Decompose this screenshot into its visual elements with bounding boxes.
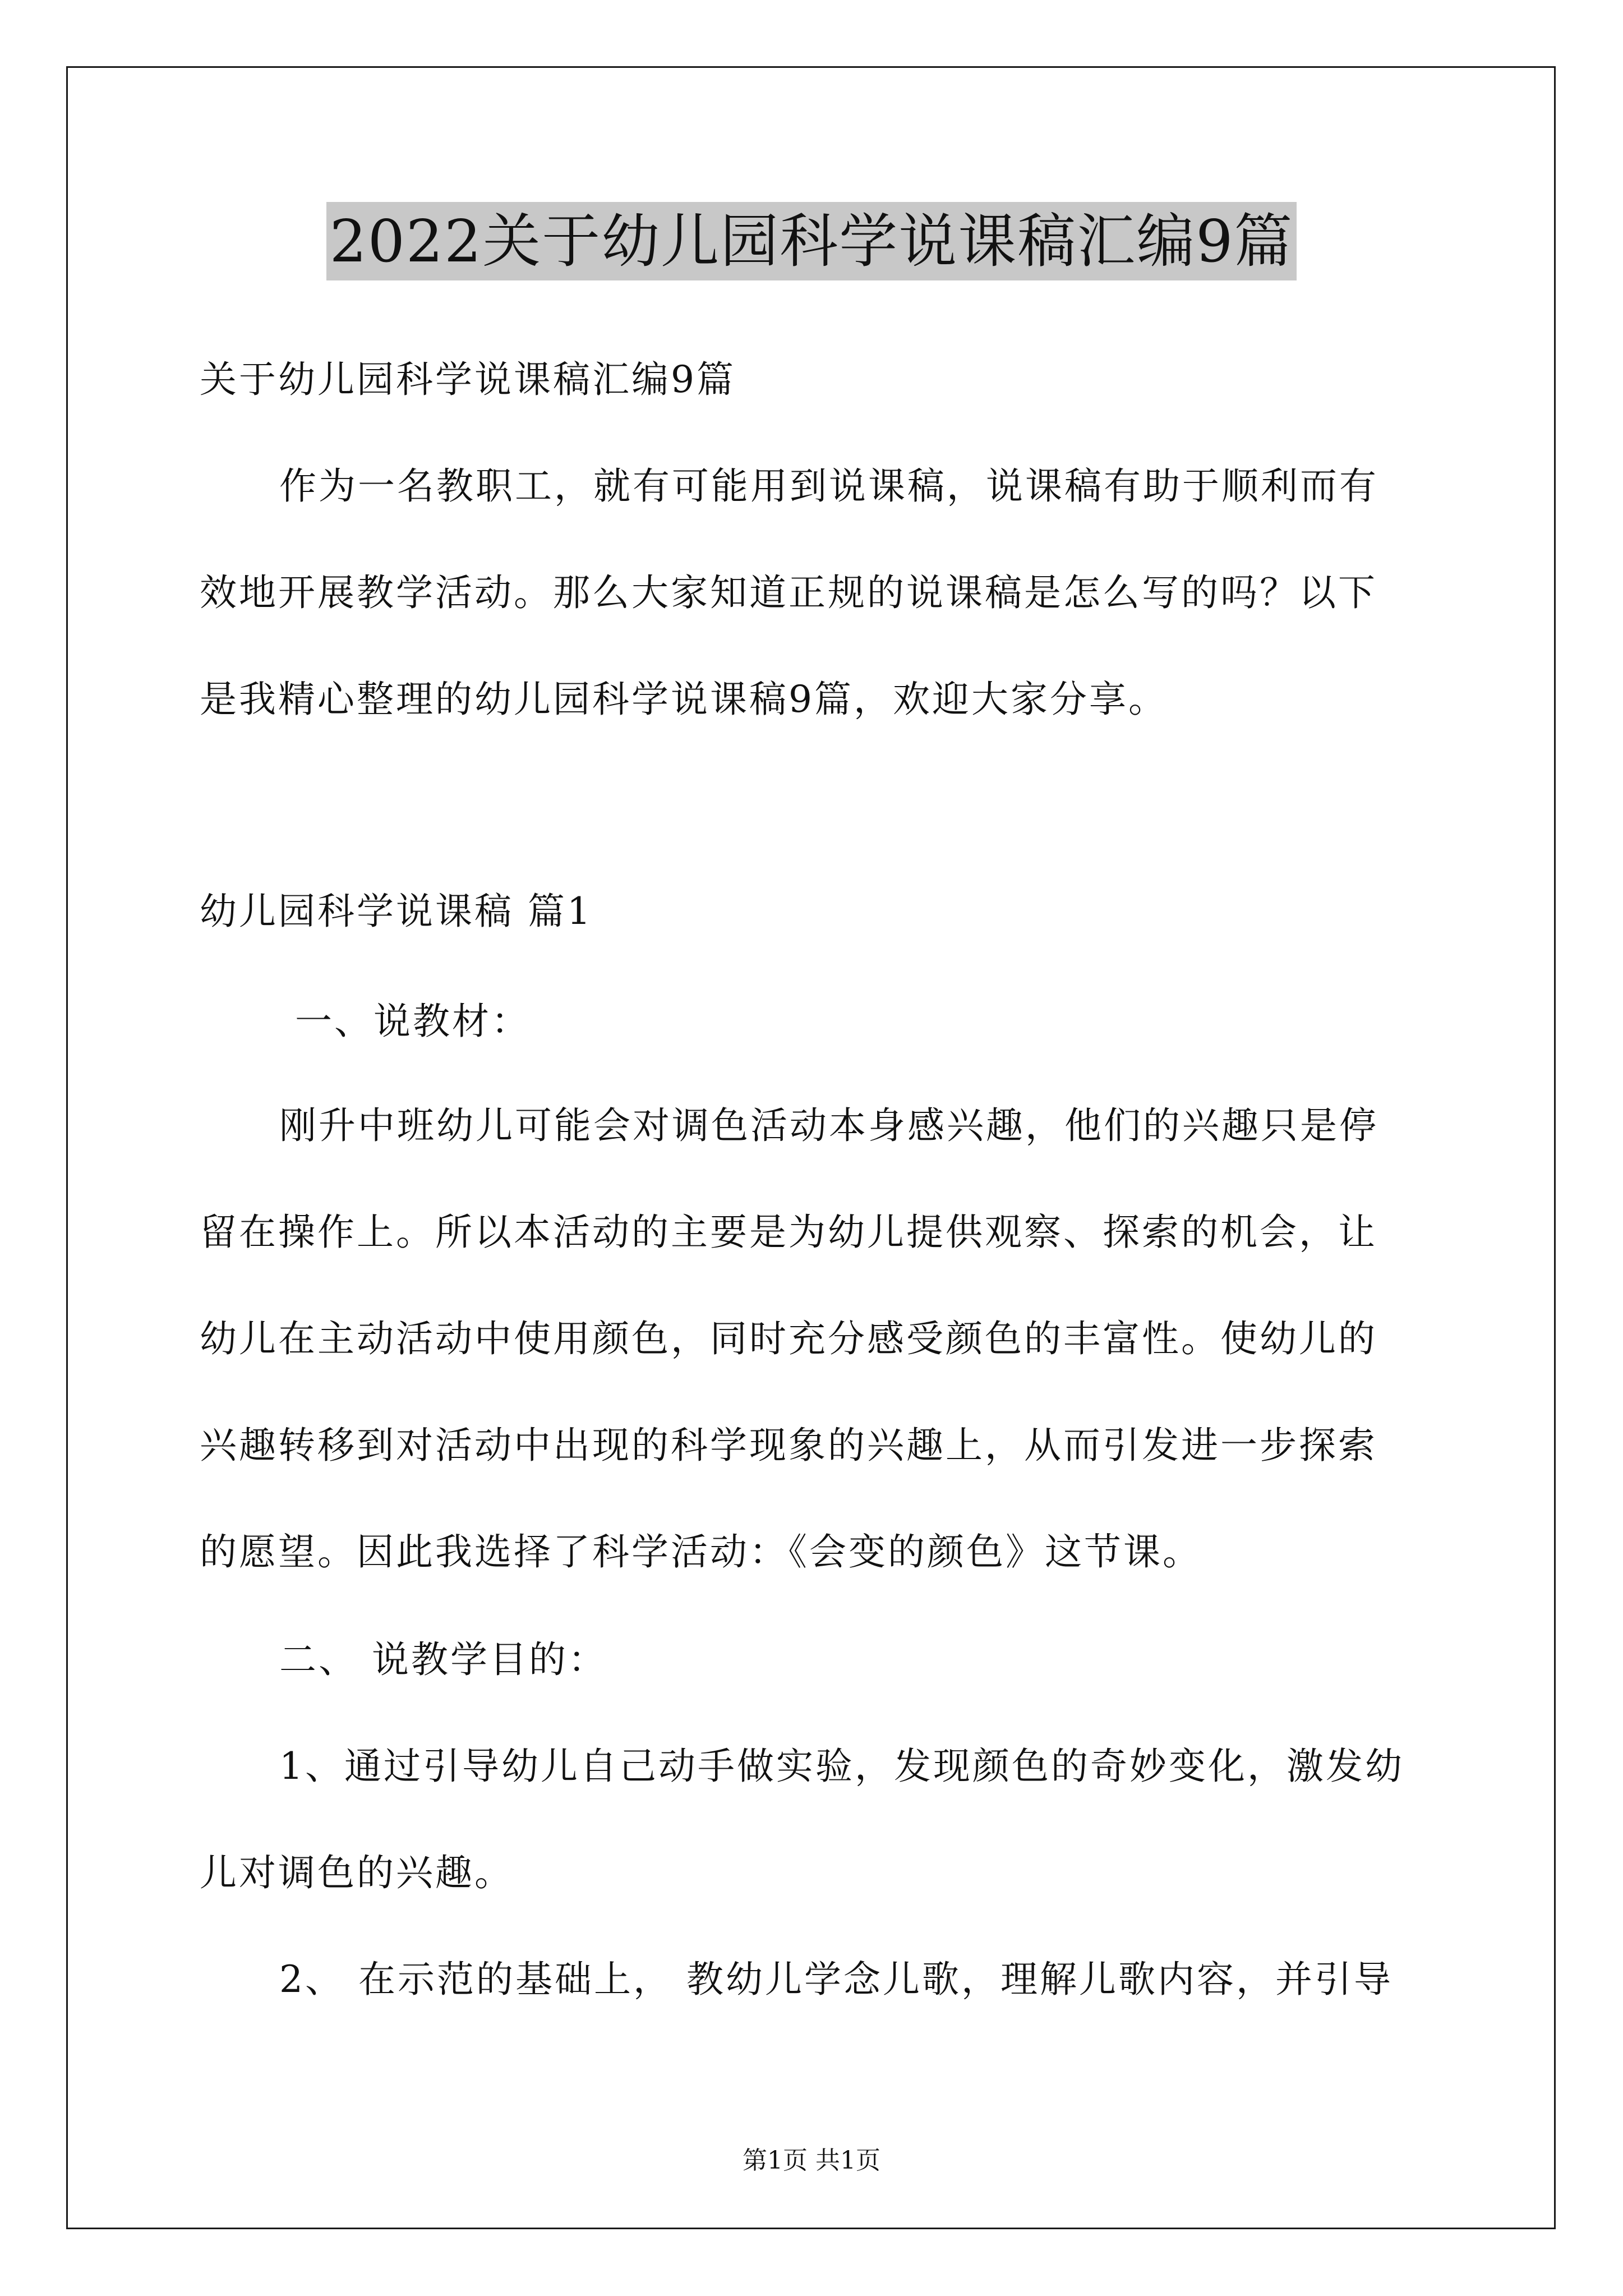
part1-body-line-1: 刚升中班幼儿可能会对调色活动本身感兴趣，他们的兴趣只是停 bbox=[279, 1104, 1378, 1147]
goal1-line-1: 1、通过引导幼儿自己动手做实验，发现颜色的奇妙变化，激发幼 bbox=[279, 1745, 1404, 1788]
part1-body-line-5: 的愿望。因此我选择了科学活动：《会变的颜色》这节课。 bbox=[200, 1530, 1202, 1573]
intro-line-3: 是我精心整理的幼儿园科学说课稿9篇，欢迎大家分享。 bbox=[200, 678, 1168, 721]
document-subtitle: 关于幼儿园科学说课稿汇编9篇 bbox=[200, 358, 736, 401]
page-number-footer: 第1页 共1页 bbox=[743, 2146, 880, 2175]
part1-heading: 一、说教材： bbox=[295, 1000, 531, 1043]
intro-line-2: 效地开展教学活动。那么大家知道正规的说课稿是怎么写的吗？以下 bbox=[200, 571, 1377, 614]
part1-body-line-2: 留在操作上。所以本活动的主要是为幼儿提供观察、探索的机会，让 bbox=[200, 1211, 1377, 1254]
goal2-line-1: 2、 在示范的基础上， 教幼儿学念儿歌，理解儿歌内容，并引导 bbox=[279, 1958, 1393, 2001]
goal1-line-2: 儿对调色的兴趣。 bbox=[200, 1851, 514, 1894]
intro-line-1: 作为一名教职工，就有可能用到说课稿，说课稿有助于顺利而有 bbox=[279, 464, 1378, 508]
section-heading: 幼儿园科学说课稿 篇1 bbox=[200, 890, 593, 933]
document-title: 2022关于幼儿园科学说课稿汇编9篇 bbox=[326, 202, 1297, 280]
title-container bbox=[0, 202, 1623, 280]
part2-heading: 二、 说教学目的： bbox=[279, 1638, 607, 1681]
part1-body-line-3: 幼儿在主动活动中使用颜色，同时充分感受颜色的丰富性。使幼儿的 bbox=[200, 1317, 1377, 1360]
part1-body-line-4: 兴趣转移到对活动中出现的科学现象的兴趣上，从而引发进一步探索 bbox=[200, 1424, 1377, 1467]
